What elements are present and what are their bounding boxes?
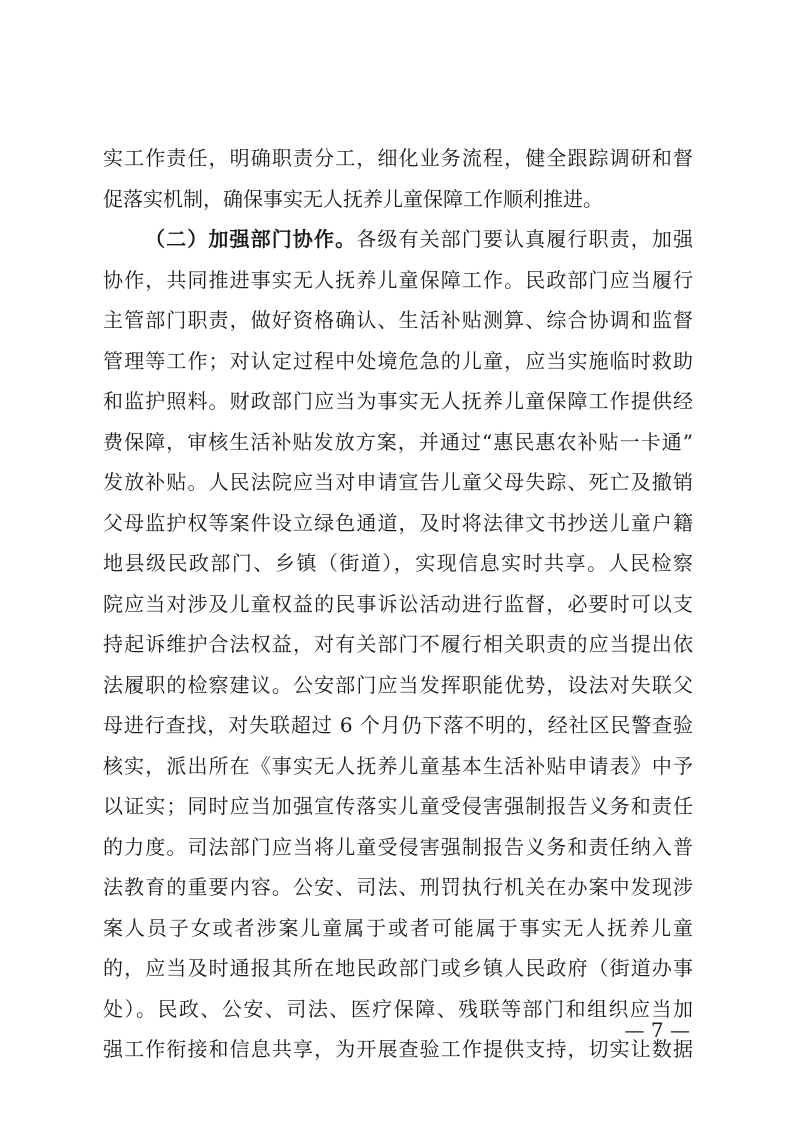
paragraph-2-line-15: 以证实；同时应当加强宣传落实儿童受侵害强制报告义务和责任 — [103, 794, 693, 818]
paragraph-2-line-18: 案人员子女或者涉案儿童属于或者可能属于事实无人抚养儿童 — [103, 915, 693, 940]
paragraph-2-line-3: 主管部门职责，做好资格确认、生活补贴测算、综合协调和监督 — [103, 308, 693, 332]
paragraph-2-line-12: 法履职的检察建议。公安部门应当发挥职能优势，设法对失联父 — [103, 672, 693, 697]
paragraph-2-line-7: 发放补贴。人民法院应当对申请宣告儿童父母失踪、死亡及撤销 — [103, 470, 693, 494]
paragraph-1-line-1: 实工作责任，明确职责分工，细化业务流程，健全跟踪调研和督 — [103, 146, 693, 170]
paragraph-2-line-8: 父母监护权等案件设立绿色通道，及时将法律文书抄送儿童户籍 — [103, 510, 693, 535]
paragraph-2-line-6: 费保障，审核生活补贴发放方案，并通过“惠民惠农补贴一卡通” — [103, 429, 693, 454]
paragraph-2-line-2: 协作，共同推进事实无人抚养儿童保障工作。民政部门应当履行 — [103, 267, 693, 292]
paragraph-2-line-16: 的力度。司法部门应当将儿童受侵害强制报告义务和责任纳入普 — [103, 834, 693, 859]
paragraph-2-line-1-text: 各级有关部门要认真履行职责，加强 — [356, 227, 693, 251]
page-number: — 7 — — [624, 1018, 690, 1042]
paragraph-2-line-11: 持起诉维护合法权益，对有关部门不履行相关职责的应当提出依 — [103, 632, 693, 656]
paragraph-2-line-14: 核实，派出所在《事实无人抚养儿童基本生活补贴申请表》中予 — [103, 753, 693, 778]
paragraph-2-line-9: 地县级民政部门、乡镇（街道），实现信息实时共享。人民检察 — [103, 551, 693, 575]
paragraph-2-line-17: 法教育的重要内容。公安、司法、刑罚执行机关在办案中发现涉 — [103, 875, 693, 899]
paragraph-1-line-2: 促落实机制，确保事实无人抚养儿童保障工作顺利推进。 — [103, 186, 603, 211]
paragraph-2-line-19: 的，应当及时通报其所在地民政部门或乡镇人民政府（街道办事 — [103, 956, 693, 980]
paragraph-2-line-1 — [103, 219, 693, 260]
paragraph-2-line-13: 母进行查找，对失联超过 6 个月仍下落不明的，经社区民警查验 — [103, 713, 693, 737]
body-text — [103, 138, 693, 1070]
paragraph-2-line-4: 管理等工作；对认定过程中处境危急的儿童，应当实施临时救助 — [103, 348, 693, 373]
paragraph-2-line-5: 和监护照料。财政部门应当为事实无人抚养儿童保障工作提供经 — [103, 389, 693, 413]
paragraph-2-line-21: 强工作衔接和信息共享，为开展查验工作提供支持，切实让数据 — [103, 1037, 693, 1061]
paragraph-2-line-10: 院应当对涉及儿童权益的民事诉讼活动进行监督，必要时可以支 — [103, 591, 693, 616]
paragraph-2-line-20: 处）。民政、公安、司法、医疗保障、残联等部门和组织应当加 — [103, 996, 693, 1021]
section-heading: （二）加强部门协作。 — [145, 227, 357, 251]
